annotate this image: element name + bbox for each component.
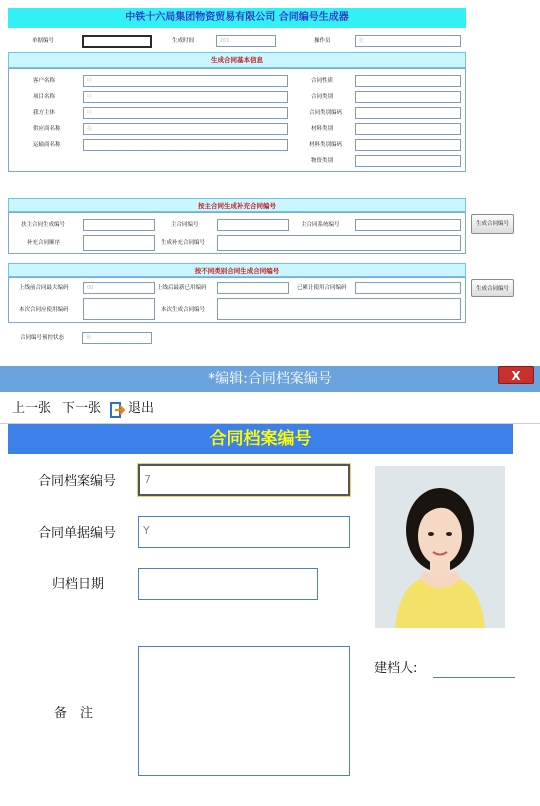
- material-category-code-label: 材料类别编码: [309, 142, 343, 148]
- contract-category-code-field[interactable]: [355, 107, 461, 119]
- archive-window: [0, 366, 540, 806]
- archive-header: 合同档案编号: [8, 424, 513, 454]
- precontrol-status-field[interactable]: 预: [82, 332, 152, 344]
- profile-photo: [375, 466, 505, 628]
- archive-date-field[interactable]: [138, 568, 318, 600]
- contract-category-code-label: 合同类别编码: [309, 110, 343, 116]
- goods-category-field[interactable]: [355, 155, 461, 167]
- contract-nature-label: 合同性质: [311, 78, 334, 84]
- contract-nature-field[interactable]: [355, 75, 461, 87]
- supplement-order-label: 补充合同顺序: [27, 240, 61, 246]
- operator-label: 操作员: [314, 38, 331, 44]
- by-category-group: [8, 277, 466, 323]
- code-to-use-field[interactable]: [83, 298, 155, 320]
- supplement-order-field[interactable]: [83, 235, 155, 251]
- goods-category-label: 物资类别: [311, 158, 334, 164]
- window-title-bar: [0, 366, 540, 392]
- code-to-use-label: 本次合同应使用编码: [19, 307, 69, 313]
- prev-button[interactable]: 上一张: [12, 401, 52, 416]
- creator-field[interactable]: [433, 654, 515, 678]
- main-contract-system-no-field[interactable]: [355, 219, 461, 231]
- our-entity-field[interactable]: 中: [83, 107, 288, 119]
- remarks-field[interactable]: [138, 646, 350, 776]
- customer-name-field[interactable]: 中: [83, 75, 288, 87]
- generated-time-field[interactable]: 201: [216, 35, 276, 47]
- doc-number-field[interactable]: [82, 35, 152, 48]
- by-category-title: 按不同类别合同生成合同编号: [8, 263, 466, 277]
- doc-number-label: 单据编号: [32, 38, 55, 44]
- basic-info-title: 生成合同基本信息: [8, 52, 466, 68]
- accumulated-used-label: 已累计使用合同编码: [297, 285, 347, 291]
- max-code-before-label: 上线前合同最大编码: [19, 285, 69, 291]
- supplement-group: [8, 212, 466, 254]
- close-button[interactable]: X: [498, 366, 534, 384]
- main-contract-generate-field[interactable]: [83, 219, 155, 231]
- window-title: *编辑:合同档案编号: [208, 371, 332, 387]
- archive-content: [8, 454, 513, 802]
- main-contract-system-no-label: 主合同系统编号: [301, 222, 340, 228]
- generator-form: [0, 0, 540, 350]
- precontrol-status-label: 合同编号预控状态: [20, 335, 65, 341]
- operator-field[interactable]: 张: [355, 35, 461, 47]
- main-contract-generate-label: 扶主合同生成编号: [21, 222, 66, 228]
- doc-no-label: 合同单据编号: [38, 526, 117, 541]
- creator-label: 建档人:: [374, 661, 418, 676]
- carrier-name-field[interactable]: [83, 139, 288, 151]
- generated-contract-no-label: 本次生成合同编号: [161, 307, 206, 313]
- generator-title: 中铁十六局集团物资贸易有限公司 合同编号生成器: [8, 8, 466, 28]
- material-category-code-field[interactable]: [355, 139, 461, 151]
- basic-info-group: [8, 68, 466, 172]
- accumulated-used-field[interactable]: [355, 282, 461, 294]
- exit-arrow-icon: [110, 402, 126, 418]
- main-contract-no-field[interactable]: [217, 219, 289, 231]
- generated-time-label: 生成时间: [172, 38, 195, 44]
- contract-category-label: 合同类别: [311, 94, 334, 100]
- generated-contract-no-field[interactable]: [217, 298, 461, 320]
- archive-no-label: 合同档案编号: [38, 474, 117, 489]
- latest-used-code-field[interactable]: [217, 282, 289, 294]
- toolbar: [0, 392, 540, 424]
- archive-no-field[interactable]: 7: [138, 464, 350, 496]
- material-category-field[interactable]: [355, 123, 461, 135]
- contract-category-field[interactable]: [355, 91, 461, 103]
- main-contract-no-label: 主合同编号: [171, 222, 199, 228]
- project-name-label: 项目名称: [33, 94, 56, 100]
- remarks-label: 备 注: [54, 706, 94, 721]
- material-category-label: 材料类别: [311, 126, 334, 132]
- our-entity-label: 我方主体: [33, 110, 56, 116]
- customer-name-label: 客户名称: [33, 78, 56, 84]
- project-name-field[interactable]: 中: [83, 91, 288, 103]
- generate-category-contract-no-button[interactable]: 生成合同编号: [471, 279, 514, 297]
- supplier-name-label: 供应商名称: [33, 126, 61, 132]
- doc-no-field[interactable]: Y: [138, 516, 350, 548]
- max-code-before-field[interactable]: 00: [83, 282, 155, 294]
- generate-supplement-no-label: 生成补充合同编号: [161, 240, 206, 246]
- next-button[interactable]: 下一张: [62, 401, 102, 416]
- supplement-title: 按主合同生成补充合同编号: [8, 198, 466, 212]
- archive-date-label: 归档日期: [52, 577, 105, 592]
- latest-used-code-label: 上线后最新已用编码: [157, 285, 207, 291]
- carrier-name-label: 运输商名称: [33, 142, 61, 148]
- generate-contract-no-button[interactable]: 生成合同编号: [471, 214, 514, 234]
- exit-button[interactable]: 退出: [128, 401, 155, 416]
- supplier-name-field[interactable]: 扶: [83, 123, 288, 135]
- generate-supplement-no-field[interactable]: [217, 235, 461, 251]
